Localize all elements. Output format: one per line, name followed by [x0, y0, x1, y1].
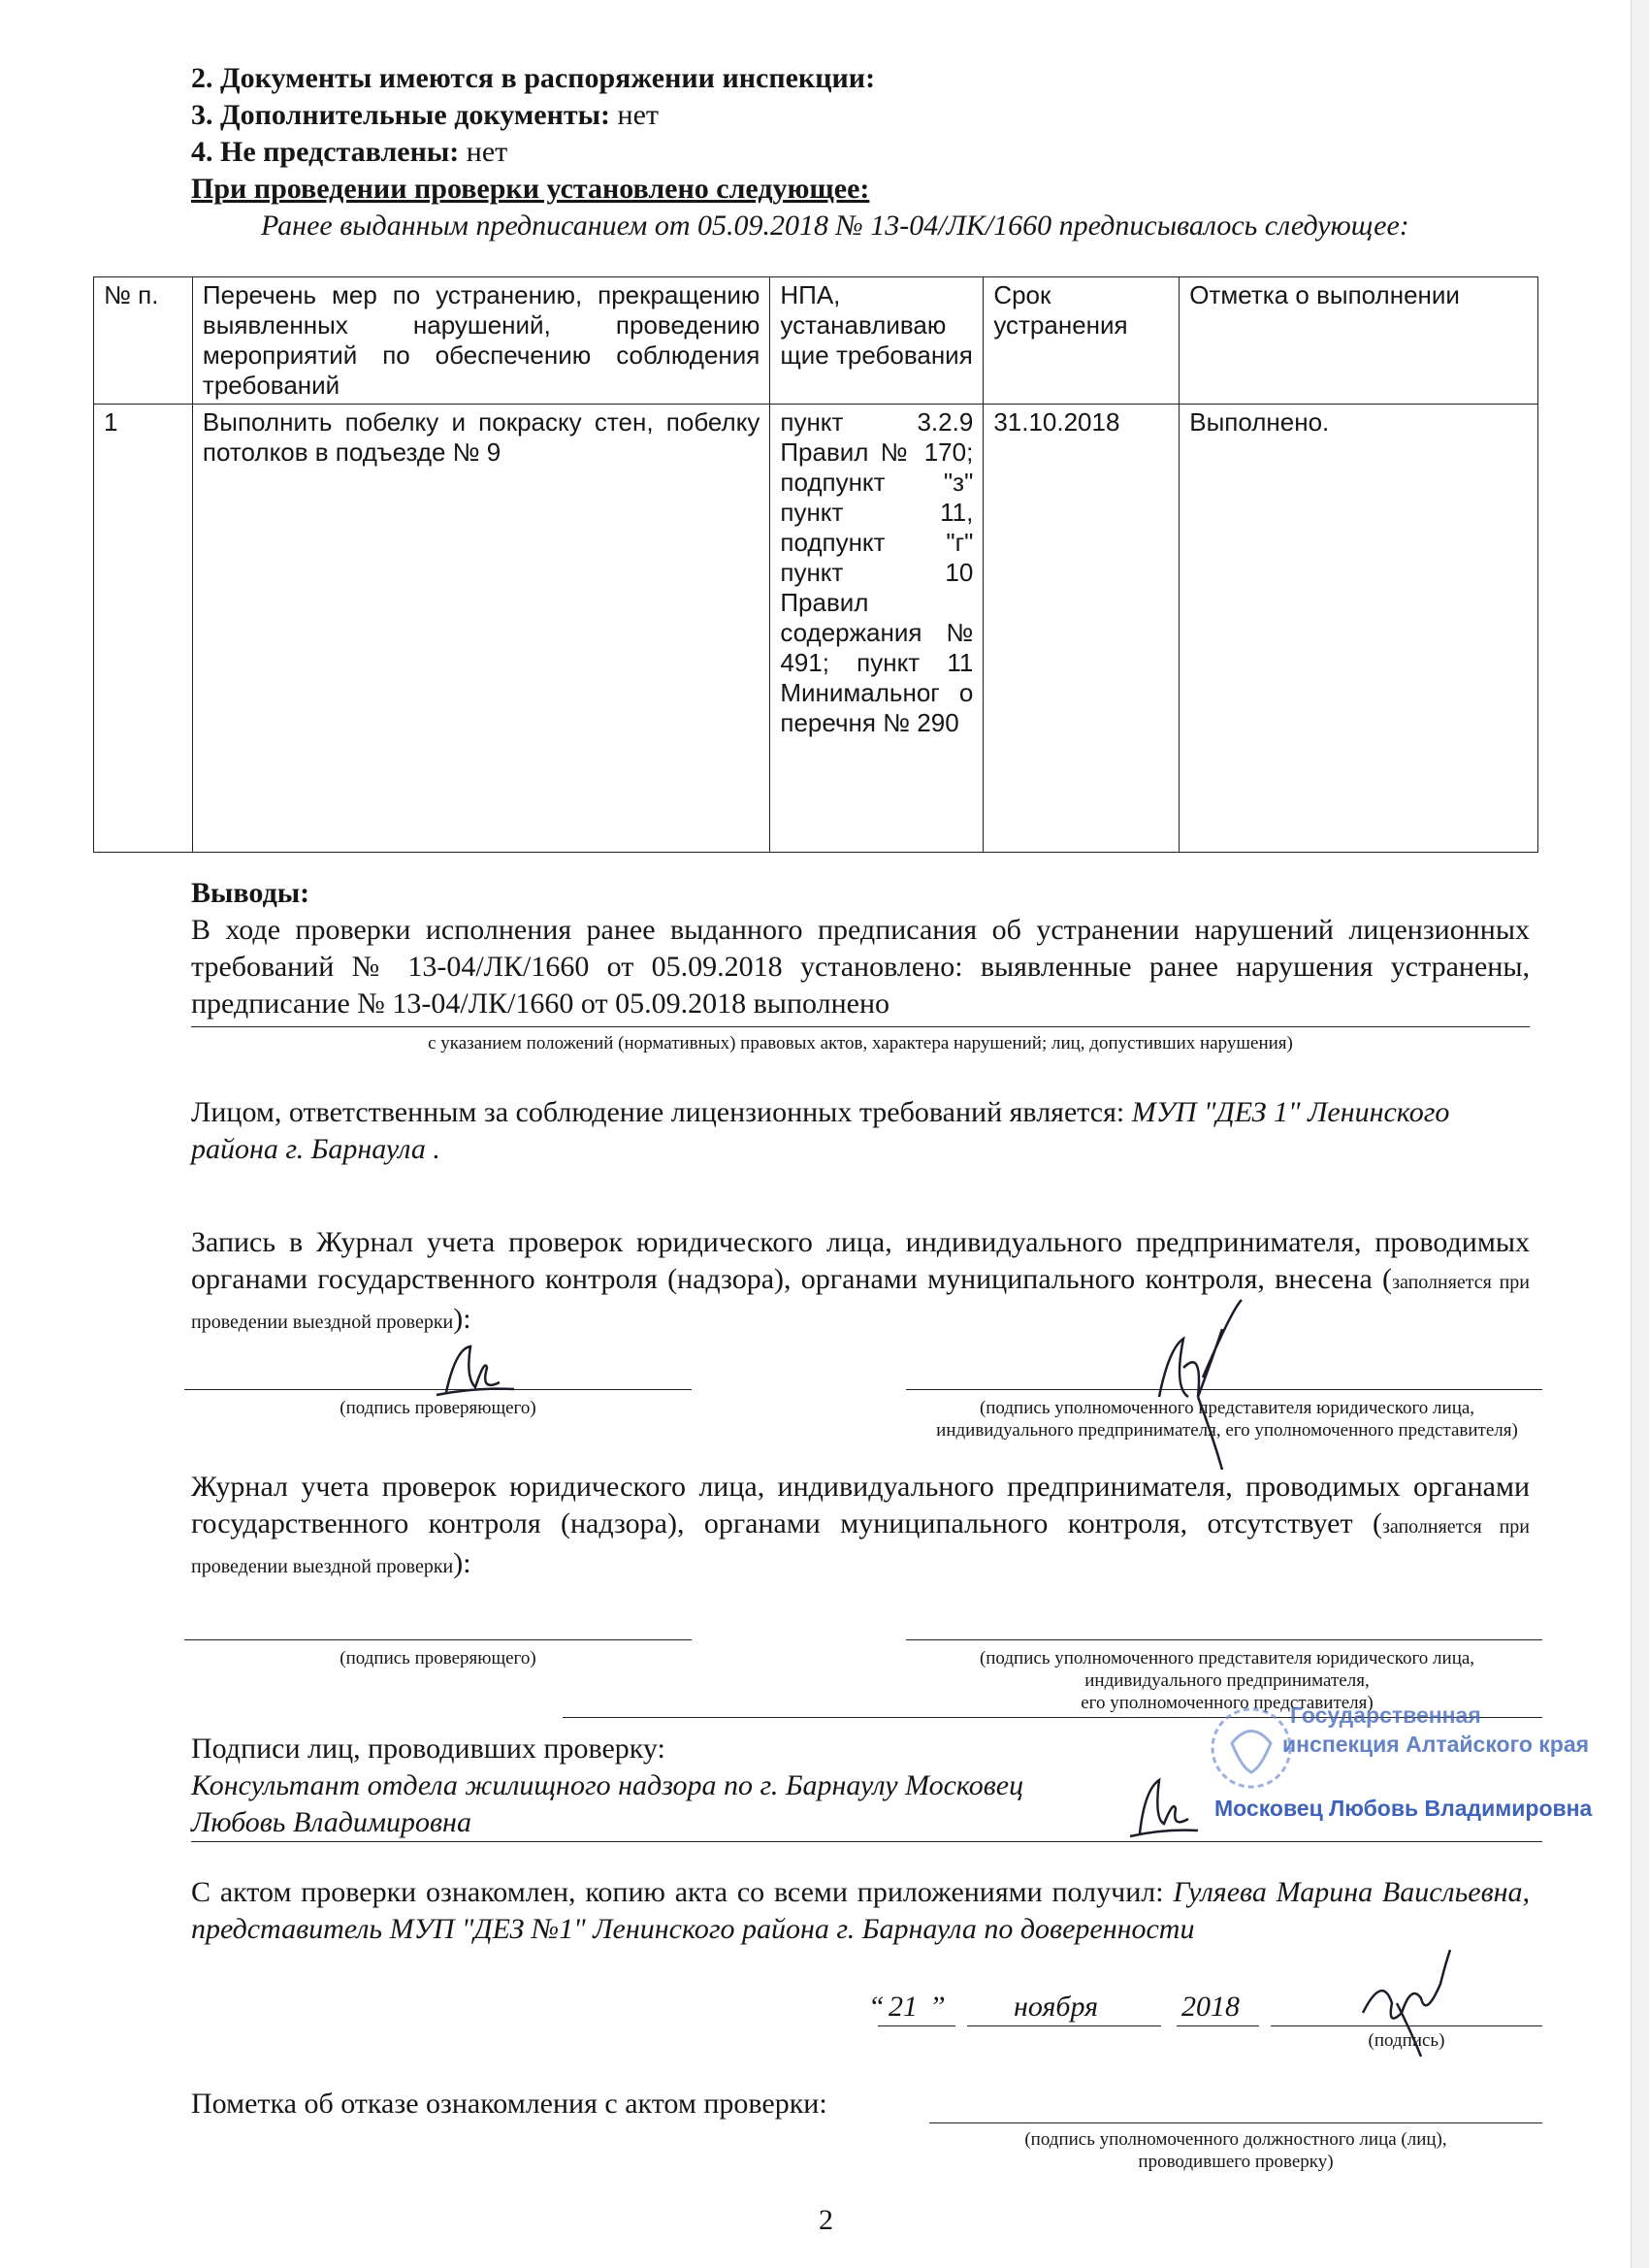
row-deadline: 31.10.2018 — [984, 405, 1180, 853]
row-measure: Выполнить побелку и покраску стен, побелку потолков в подъезде № 9 — [192, 405, 769, 853]
journal-absent-note: заполняется при проведении выездной проверки — [191, 1516, 1530, 1577]
inspectors-line-2: Любовь Владимировна — [191, 1806, 471, 1838]
inspector-caption-1: (подпись проверяющего) — [340, 1398, 536, 1418]
item-4-value: нет — [466, 136, 508, 168]
journal-entry-tail: ): — [453, 1303, 471, 1335]
refusal-caption-line-1: (подпись уполномоченного должностного лица (лиц), — [1024, 2129, 1447, 2150]
page-number: 2 — [819, 2204, 833, 2236]
inspectors-line-1: Консультант отдела жилищного надзора по г. Барнаулу Московец — [191, 1769, 1024, 1801]
table-header-row — [94, 277, 1538, 405]
header-status: Отметка о выполнении — [1180, 277, 1538, 405]
item-3-value: нет — [617, 99, 660, 131]
responsible-label: Лицом, ответственным за соблюдение лицензионных требований является: — [191, 1096, 1125, 1128]
refusal-label: Пометка об отказе ознакомления с актом проверки: — [191, 2088, 827, 2120]
date-month-line — [967, 2025, 1161, 2026]
scan-edge — [1631, 0, 1649, 2268]
refusal-sign-line — [929, 2122, 1542, 2123]
header-measure: Перечень мер по устранению, прекращению выявленных нарушений, проведению мероприятий по обеспечению соблюдения требований — [192, 277, 769, 405]
conclusions-text: В ходе проверки исполнения ранее выданного предписания об устранении нарушений лицензионных требований № 13-04/ЛК/1660 от 05.09.2018 установлено: выявленные ранее нарушения устранены, предписание № 13-04/ЛК/1660 от 05.09.2018 выполнено — [191, 914, 1530, 1020]
item-3-label: 3. Дополнительные документы: — [191, 99, 611, 131]
date-sign-caption: (подпись) — [1368, 2030, 1445, 2051]
recipient-signature-icon — [1353, 1945, 1460, 2061]
representative-caption-2-line-2: индивидуального предпринимателя, — [1084, 1670, 1370, 1691]
inspector-caption-2: (подпись проверяющего) — [340, 1648, 536, 1669]
stamp-line-1: Государственная — [1290, 1702, 1481, 1728]
inspectors-label: Подписи лиц, проводивших проверку: — [191, 1733, 665, 1765]
journal-entry-main: Запись в Журнал учета проверок юридического лица, индивидуального предпринимателя, проводимых органами государственного контроля (надзора), органами муниципального контроля, внесена ( — [191, 1226, 1530, 1295]
conclusions-caption: с указанием положений (нормативных) правовых актов, характера нарушений; лиц, допустивших нарушения) — [428, 1033, 1293, 1053]
item-4 — [191, 134, 507, 171]
date-close-quote: ” — [929, 1991, 946, 2023]
date-open-quote: “ — [868, 1991, 885, 2023]
stamp-line-3: Московец Любовь Владимировна — [1214, 1796, 1593, 1821]
refusal-caption — [929, 2128, 1542, 2173]
journal-absent-main: Журнал учета проверок юридического лица, индивидуального предпринимателя, проводимых органами государственного контроля (надзора), органами муниципального контроля, отсутствует ( — [191, 1471, 1530, 1539]
journal-entry-note: заполняется при проведении выездной проверки — [191, 1272, 1530, 1333]
date-day: 21 — [889, 1991, 918, 2023]
measures-table — [93, 276, 1538, 853]
item-2: 2. Документы имеются в распоряжении инспекции: — [191, 62, 876, 94]
date-year-line — [1177, 2025, 1259, 2026]
row-npa: пункт 3.2.9 Правил № 170; подпункт "з" пункт 11, подпункт "г" пункт 10 Правил содержания № 491; пункт 11 Минимальног о перечня № 290 — [770, 405, 984, 853]
inspector-sign-line-2 — [184, 1639, 692, 1640]
journal-absent-text — [191, 1469, 1530, 1585]
journal-entry-text — [191, 1224, 1530, 1341]
header-num: № п. — [94, 277, 193, 405]
intro-text: Ранее выданным предписанием от 05.09.2018 № 13-04/ЛК/1660 предписывалось следующее: — [261, 210, 1409, 242]
refusal-caption-line-2: проводившего проверку) — [1138, 2152, 1334, 2172]
representative-signature-1-icon — [1145, 1290, 1251, 1474]
representative-caption-1: (подпись уполномоченного представителя юридического лица, индивидуального предпринимателя, его уполномоченного представителя) — [936, 1398, 1518, 1441]
acquainted-block — [191, 1874, 1530, 1948]
date-month: ноября — [1014, 1991, 1099, 2023]
stamp-line-2: инспекция Алтайского края — [1282, 1732, 1590, 1757]
representative-sign-line-2 — [906, 1639, 1542, 1640]
header-deadline: Срок устранения — [984, 277, 1180, 405]
item-4-label: 4. Не представлены: — [191, 136, 460, 168]
table-row — [94, 405, 1538, 853]
inspector-signature-2-icon — [1125, 1770, 1203, 1843]
established-heading: При проведении проверки установлено следующее: — [191, 173, 870, 205]
row-status: Выполнено. — [1180, 405, 1538, 853]
conclusions-title: Выводы: — [191, 877, 310, 909]
representative-caption-2-line-3: его уполномоченного представителя) — [1081, 1693, 1374, 1713]
item-3 — [191, 97, 659, 134]
date-day-line — [878, 2025, 955, 2026]
row-num: 1 — [94, 405, 193, 853]
header-npa: НПА, устанавливаю щие требования — [770, 277, 984, 405]
conclusions-underline — [191, 1026, 1530, 1027]
representative-caption-2-line-1: (подпись уполномоченного представителя юридического лица, — [979, 1648, 1475, 1669]
acquainted-label: С актом проверки ознакомлен, копию акта со всеми приложениями получил: — [191, 1876, 1164, 1908]
responsible-value: МУП "ДЕЗ 1" Ленинского района г. Барнаула . — [191, 1096, 1450, 1165]
acquainted-value: Гуляева Марина Ваисльевна, представитель МУП "ДЕЗ №1" Ленинского района г. Барнаула по доверенности — [191, 1876, 1531, 1945]
journal-absent-tail: ): — [453, 1547, 471, 1579]
responsible-block — [191, 1094, 1530, 1168]
inspector-signature-1-icon — [427, 1339, 524, 1407]
date-year: 2018 — [1181, 1991, 1240, 2023]
inspectors-underline — [191, 1841, 1542, 1842]
